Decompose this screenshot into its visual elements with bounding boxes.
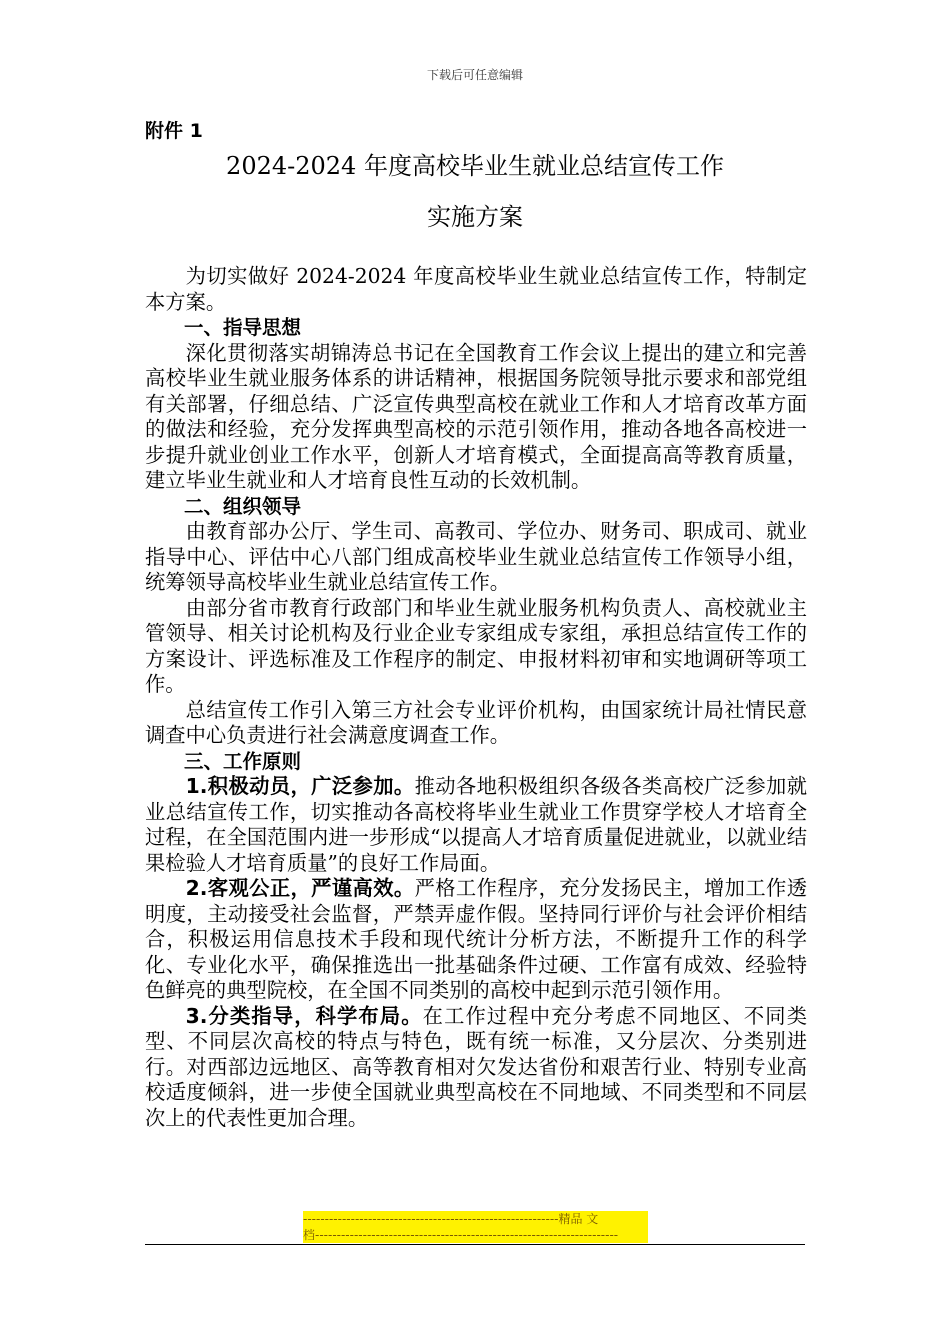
body-paragraph <box>145 698 807 749</box>
paragraph-text: 为切实做好 2024-2024 年度高校毕业生就业总结宣传工作，特制定本方案。 <box>145 264 807 314</box>
paragraph-lead: 2.客观公正，严谨高效。 <box>185 876 415 900</box>
section-heading: 三、工作原则 <box>184 749 302 773</box>
body-paragraph <box>145 341 807 494</box>
body-paragraph <box>145 876 807 1004</box>
footer-highlight <box>303 1211 648 1243</box>
document-title: 2024-2024 年度高校毕业生就业总结宣传工作 <box>226 152 724 180</box>
document-body <box>145 264 807 1131</box>
section-heading: 一、指导思想 <box>184 316 302 339</box>
body-paragraph <box>145 1004 807 1132</box>
body-paragraph <box>145 774 807 876</box>
paragraph-lead: 3.分类指导，科学布局。 <box>185 1003 423 1028</box>
page-header-note: 下载后可任意编辑 <box>426 68 523 82</box>
paragraph-text: 总结宣传工作引入第三方社会专业评价机构，由国家统计局社情民意调查中心负责进行社会满意度调查工作。 <box>145 697 807 747</box>
footer-line-2: 档---------------------------------------------------------------------- <box>303 1228 619 1242</box>
body-paragraph <box>145 596 807 698</box>
paragraph-text: 推动各地积极组织各级各类高校广泛参加就业总结宣传工作，切实推动各高校将毕业生就业工作贯穿学校人才培育全过程，在全国范围内进一步形成“以提高人才培育质量促进就业，以就业结果检验人才培育质量”的良好工作局面。 <box>145 774 807 875</box>
paragraph-text: 由部分省市教育行政部门和毕业生就业服务机构负责人、高校就业主管领导、相关讨论机构及行业企业专家组成专家组，承担总结宣传工作的方案设计、评选标准及工作程序的制定、申报材料初审和实地调研等项工作。 <box>145 595 807 696</box>
body-paragraph <box>145 519 807 596</box>
attachment-label: 附件 1 <box>145 120 203 142</box>
paragraph-text: 由教育部办公厅、学生司、高教司、学位办、财务司、职成司、就业指导中心、评估中心八部门组成高校毕业生就业总结宣传工作领导小组，统筹领导高校毕业生就业总结宣传工作。 <box>145 519 807 594</box>
paragraph-text: 在工作过程中充分考虑不同地区、不同类型、不同层次高校的特点与特色，既有统一标准，又分层次、分类别进行。对西部边远地区、高等教育相对欠发达省份和艰苦行业、特别专业高校适度倾斜，进一步使全国就业典型高校在不同地域、不同类型和不同层次上的代表性更加合理。 <box>145 1003 807 1130</box>
paragraph-text: 深化贯彻落实胡锦涛总书记在全国教育工作会议上提出的建立和完善高校毕业生就业服务体系的讲话精神，根据国务院领导批示要求和部党组有关部署，仔细总结、广泛宣传典型高校在就业工作和人才培育改革方面的做法和经验，充分发挥典型高校的示范引领作用，推动各地各高校进一步提升就业创业工作水平，创新人才培育模式，全面提高高等教育质量，建立毕业生就业和人才培育良性互动的长效机制。 <box>145 340 807 492</box>
paragraph-text: 严格工作程序，充分发扬民主，增加工作透明度，主动接受社会监督，严禁弄虚作假。坚持同行评价与社会评价相结合，积极运用信息技术手段和现代统计分析方法，不断提升工作的科学化、专业化水平，确保推选出一批基础条件过硬、工作富有成效、经验特色鲜亮的典型院校，在全国不同类别的高校中起到示范引领作用。 <box>145 876 807 1002</box>
footer-rule <box>145 1244 805 1245</box>
paragraph-lead: 1.积极动员，广泛参加。 <box>185 774 415 798</box>
section-heading: 二、组织领导 <box>184 494 302 518</box>
document-subtitle: 实施方案 <box>427 203 523 231</box>
body-paragraph <box>145 264 807 315</box>
footer-line-1: -----------------------------------------------------------精品 文 <box>303 1212 599 1226</box>
